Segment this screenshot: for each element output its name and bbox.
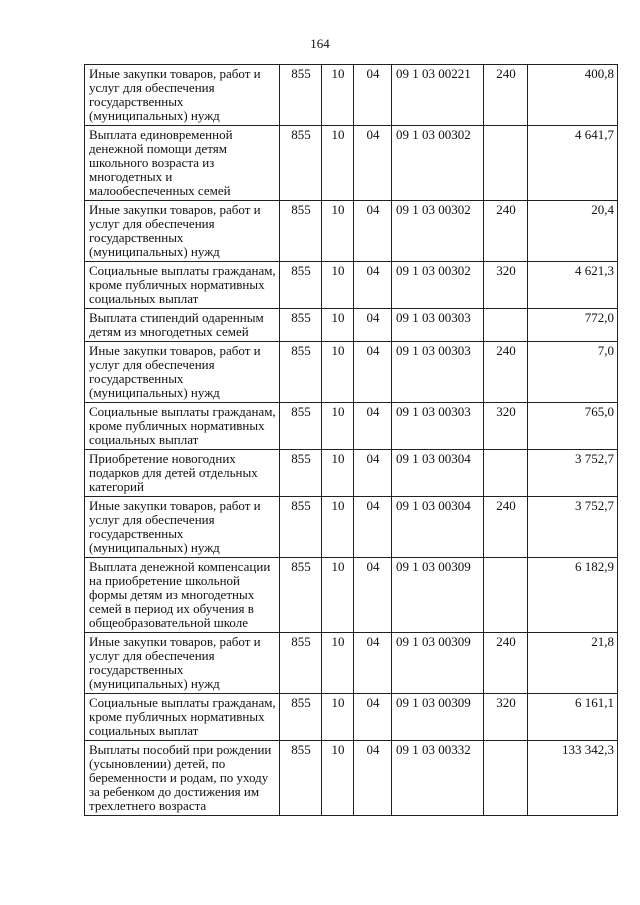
subsection-code-cell: 04 [354, 126, 392, 201]
budget-table-body [85, 65, 618, 816]
expense-name-cell: Социальные выплаты гражданам, кроме публичных нормативных социальных выплат [85, 694, 280, 741]
expense-name-cell: Иные закупки товаров, работ и услуг для обеспечения государственных (муниципальных) нужд [85, 201, 280, 262]
expense-type-cell: 320 [484, 694, 528, 741]
expense-name-cell: Выплаты пособий при рождении (усыновлении) детей, по беременности и родам, по уходу за ребенком до достижения им трехлетнего возраста [85, 741, 280, 816]
target-article-cell: 09 1 03 00221 [392, 65, 484, 126]
subsection-code-cell: 04 [354, 403, 392, 450]
section-code-cell: 10 [322, 741, 354, 816]
target-article-cell: 09 1 03 00303 [392, 309, 484, 342]
department-code-cell: 855 [280, 126, 322, 201]
section-code-cell: 10 [322, 342, 354, 403]
department-code-cell: 855 [280, 558, 322, 633]
expense-type-cell: 320 [484, 262, 528, 309]
department-code-cell: 855 [280, 201, 322, 262]
department-code-cell: 855 [280, 497, 322, 558]
expense-type-cell: 240 [484, 633, 528, 694]
target-article-cell: 09 1 03 00309 [392, 633, 484, 694]
department-code-cell: 855 [280, 450, 322, 497]
subsection-code-cell: 04 [354, 201, 392, 262]
table-row [85, 497, 618, 558]
page-number: 164 [310, 36, 330, 51]
section-code-cell: 10 [322, 633, 354, 694]
amount-cell: 400,8 [528, 65, 618, 126]
target-article-cell: 09 1 03 00332 [392, 741, 484, 816]
table-row [85, 558, 618, 633]
expense-name-cell: Выплата единовременной денежной помощи детям школьного возраста из многодетных и малообеспеченных семей [85, 126, 280, 201]
expense-name-cell: Социальные выплаты гражданам, кроме публичных нормативных социальных выплат [85, 403, 280, 450]
subsection-code-cell: 04 [354, 694, 392, 741]
section-code-cell: 10 [322, 126, 354, 201]
amount-cell: 765,0 [528, 403, 618, 450]
target-article-cell: 09 1 03 00309 [392, 558, 484, 633]
expense-name-cell: Выплата стипендий одаренным детям из многодетных семей [85, 309, 280, 342]
department-code-cell: 855 [280, 694, 322, 741]
expense-type-cell: 320 [484, 403, 528, 450]
table-row [85, 633, 618, 694]
subsection-code-cell: 04 [354, 262, 392, 309]
subsection-code-cell: 04 [354, 497, 392, 558]
expense-name-cell: Социальные выплаты гражданам, кроме публичных нормативных социальных выплат [85, 262, 280, 309]
department-code-cell: 855 [280, 342, 322, 403]
department-code-cell: 855 [280, 65, 322, 126]
table-row [85, 450, 618, 497]
target-article-cell: 09 1 03 00309 [392, 694, 484, 741]
table-row [85, 309, 618, 342]
expense-type-cell [484, 309, 528, 342]
subsection-code-cell: 04 [354, 633, 392, 694]
table-row [85, 65, 618, 126]
table-row [85, 694, 618, 741]
amount-cell: 3 752,7 [528, 450, 618, 497]
amount-cell: 7,0 [528, 342, 618, 403]
subsection-code-cell: 04 [354, 741, 392, 816]
section-code-cell: 10 [322, 262, 354, 309]
target-article-cell: 09 1 03 00302 [392, 201, 484, 262]
section-code-cell: 10 [322, 558, 354, 633]
amount-cell: 4 621,3 [528, 262, 618, 309]
amount-cell: 3 752,7 [528, 497, 618, 558]
amount-cell: 133 342,3 [528, 741, 618, 816]
expense-type-cell [484, 558, 528, 633]
department-code-cell: 855 [280, 309, 322, 342]
table-row [85, 126, 618, 201]
table-row [85, 403, 618, 450]
subsection-code-cell: 04 [354, 342, 392, 403]
table-row [85, 262, 618, 309]
expense-name-cell: Приобретение новогодних подарков для детей отдельных категорий [85, 450, 280, 497]
section-code-cell: 10 [322, 694, 354, 741]
subsection-code-cell: 04 [354, 558, 392, 633]
target-article-cell: 09 1 03 00303 [392, 342, 484, 403]
amount-cell: 772,0 [528, 309, 618, 342]
section-code-cell: 10 [322, 450, 354, 497]
target-article-cell: 09 1 03 00303 [392, 403, 484, 450]
section-code-cell: 10 [322, 65, 354, 126]
target-article-cell: 09 1 03 00302 [392, 262, 484, 309]
section-code-cell: 10 [322, 403, 354, 450]
department-code-cell: 855 [280, 741, 322, 816]
target-article-cell: 09 1 03 00304 [392, 450, 484, 497]
subsection-code-cell: 04 [354, 309, 392, 342]
expense-type-cell: 240 [484, 201, 528, 262]
section-code-cell: 10 [322, 309, 354, 342]
budget-table [84, 64, 618, 816]
amount-cell: 21,8 [528, 633, 618, 694]
expense-name-cell: Иные закупки товаров, работ и услуг для обеспечения государственных (муниципальных) нужд [85, 65, 280, 126]
department-code-cell: 855 [280, 262, 322, 309]
table-row [85, 342, 618, 403]
section-code-cell: 10 [322, 497, 354, 558]
department-code-cell: 855 [280, 403, 322, 450]
expense-type-cell [484, 126, 528, 201]
department-code-cell: 855 [280, 633, 322, 694]
table-row [85, 741, 618, 816]
target-article-cell: 09 1 03 00302 [392, 126, 484, 201]
expense-type-cell: 240 [484, 497, 528, 558]
table-row [85, 201, 618, 262]
expense-name-cell: Иные закупки товаров, работ и услуг для обеспечения государственных (муниципальных) нужд [85, 633, 280, 694]
expense-type-cell: 240 [484, 65, 528, 126]
subsection-code-cell: 04 [354, 450, 392, 497]
amount-cell: 20,4 [528, 201, 618, 262]
expense-name-cell: Иные закупки товаров, работ и услуг для обеспечения государственных (муниципальных) нужд [85, 342, 280, 403]
expense-name-cell: Иные закупки товаров, работ и услуг для обеспечения государственных (муниципальных) нужд [85, 497, 280, 558]
amount-cell: 6 161,1 [528, 694, 618, 741]
amount-cell: 4 641,7 [528, 126, 618, 201]
expense-name-cell: Выплата денежной компенсации на приобретение школьной формы детям из многодетных семей в период их обучения в общеобразовательной школе [85, 558, 280, 633]
expense-type-cell [484, 741, 528, 816]
expense-type-cell: 240 [484, 342, 528, 403]
expense-type-cell [484, 450, 528, 497]
subsection-code-cell: 04 [354, 65, 392, 126]
amount-cell: 6 182,9 [528, 558, 618, 633]
target-article-cell: 09 1 03 00304 [392, 497, 484, 558]
section-code-cell: 10 [322, 201, 354, 262]
